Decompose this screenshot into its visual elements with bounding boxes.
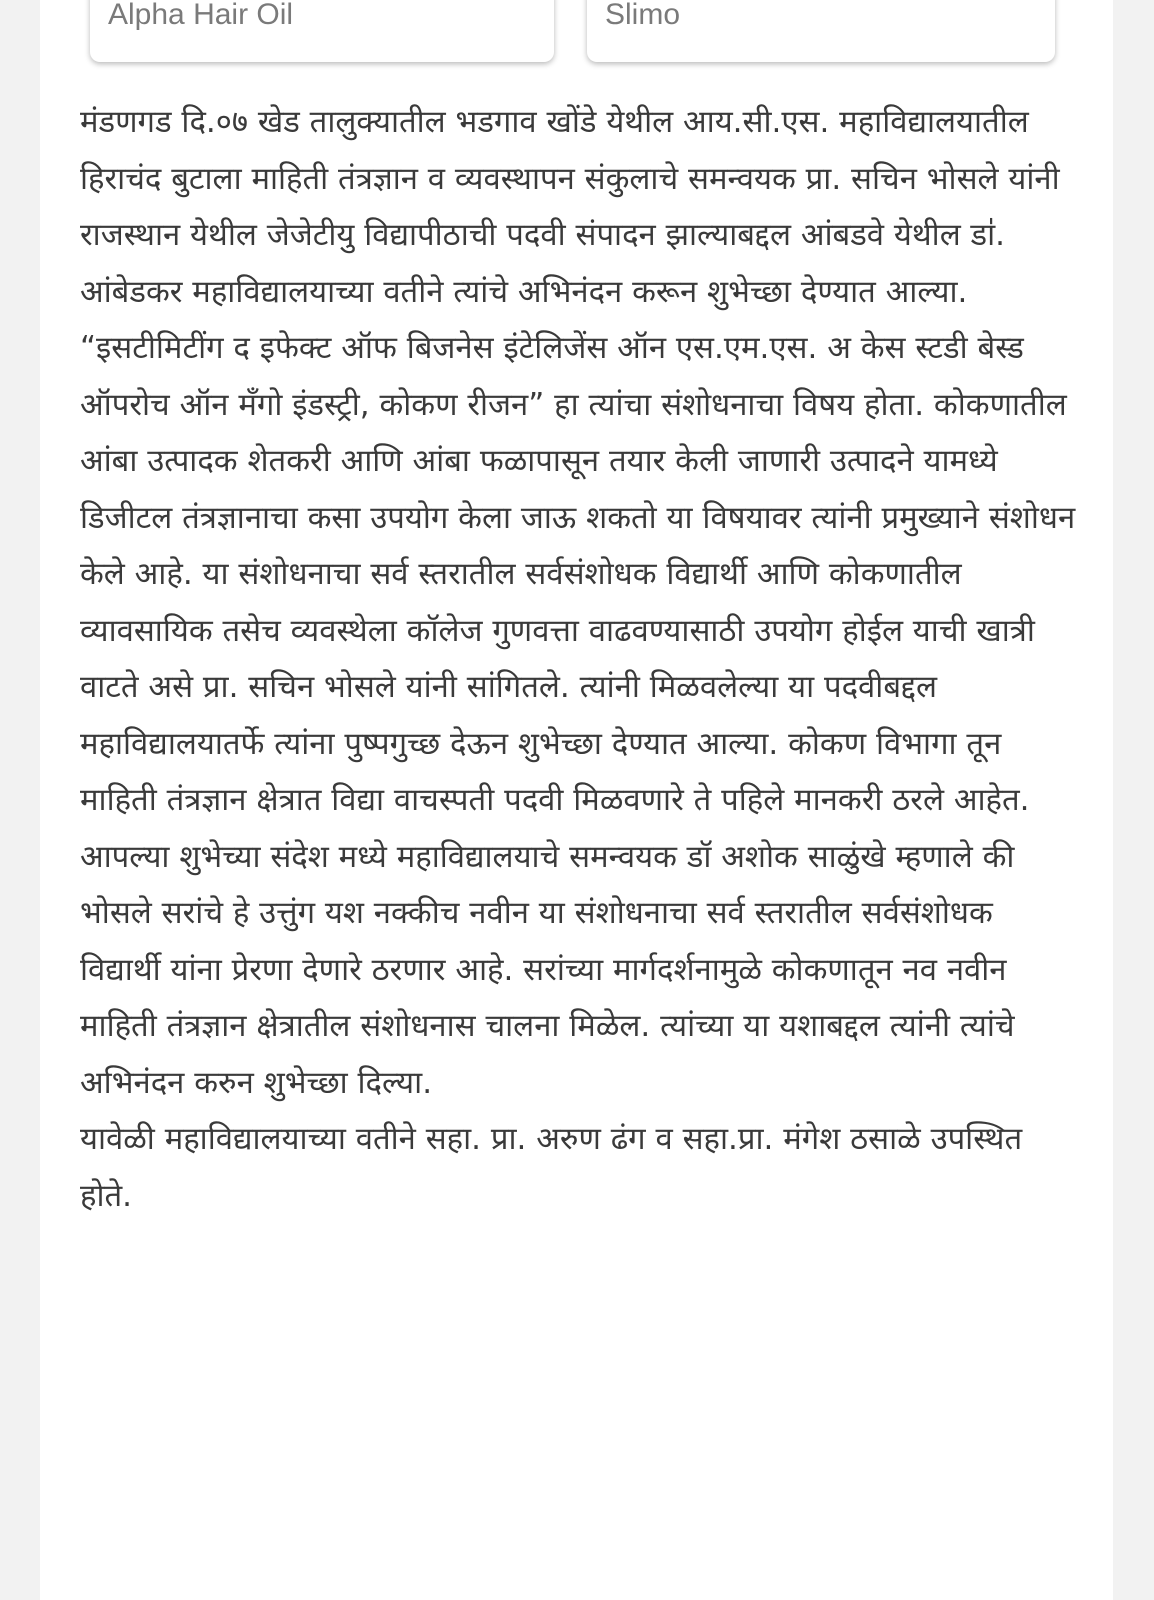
article-paragraph: यावेळी महाविद्यालयाच्या वतीने सहा. प्रा. अरुण ढंग व सहा.प्रा. मंगेश ठसाळे उपस्थित होते. [80,1121,1023,1214]
related-card-title: Alpha Hair Oil [108,0,294,31]
article-paragraph: मंडणगड दि.०७ खेड तालुक्यातील भडगाव खोंडे येथील आय.सी.एस. महाविद्यालयातील हिराचंद बुटाला माहिती तंत्रज्ञान व व्यवस्थापन संकुलाचे समन्वयक प्रा. सचिन भोसले यांनी राजस्थान येथील जेजेटीयु विद्यापीठाची पदवी संपादन झाल्याबद्दल आंबडवे येथील डा॑. आंबेडकर महाविद्यालयाच्या वतीने त्यांचे अभिनंदन करून शुभेच्छा देण्यात आल्या. [80,104,1060,310]
article-body [80,94,1080,1224]
related-card-title: Slimo [605,0,681,31]
page-background [40,0,1113,1600]
related-products-row [90,0,1055,64]
related-card-alpha-hair-oil[interactable] [90,0,554,62]
related-card-slimo[interactable] [587,0,1055,62]
article-paragraph: आपल्या शुभेच्या संदेश मध्ये महाविद्यालयाचे समन्वयक डॉ अशोक साळुंखे म्हणाले की भोसले सरांचे हे उत्तुंग यश नक्कीच नवीन या संशोधनाचा सर्व स्तरातील सर्वसंशोधक विद्यार्थी यांना प्रेरणा देणारे ठरणार आहे. सरांच्या मार्गदर्शनामुळे कोकणातून नव नवीन माहिती तंत्रज्ञान क्षेत्रातील संशोधनास चालना मिळेल. त्यांच्या या यशाबद्दल त्यांनी त्यांचे अभिनंदन करुन शुभेच्छा दिल्या. [80,838,1015,1101]
article-paragraph: “इसटीमिटींग द इफेक्ट ऑफ बिजनेस इंटेलिजेंस ऑन एस.एम.एस. अ केस स्टडी बेस्ड ऑपरोच ऑन मँगो इंडस्ट्री, कोकण रीजन” हा त्यांचा संशोधनाचा विषय होता. कोकणातील आंबा उत्पादक शेतकरी आणि आंबा फळापासून तयार केली जाणारी उत्पादने यामध्ये डिजीटल तंत्रज्ञानाचा कसा उपयोग केला जाऊ शकतो या विषयावर त्यांनी प्रमुख्याने संशोधन केले आहे. या संशोधनाचा सर्व स्तरातील सर्वसंशोधक विद्यार्थी आणि कोकणातील व्यावसायिक तसेच व्यवस्थेला कॉलेज गुणवत्ता वाढवण्यासाठी उपयोग होईल याची खात्री वाटते असे प्रा. सचिन भोसले यांनी सांगितले. त्यांनी मिळवलेल्या या पदवीबद्दल महाविद्यालयातर्फे त्यांना पुष्पगुच्छ देऊन शुभेच्छा देण्यात आल्या. कोकण विभागा तून माहिती तंत्रज्ञान क्षेत्रात विद्या वाचस्पती पदवी मिळवणारे ते पहिले मानकरी ठरले आहेत. [80,330,1076,818]
